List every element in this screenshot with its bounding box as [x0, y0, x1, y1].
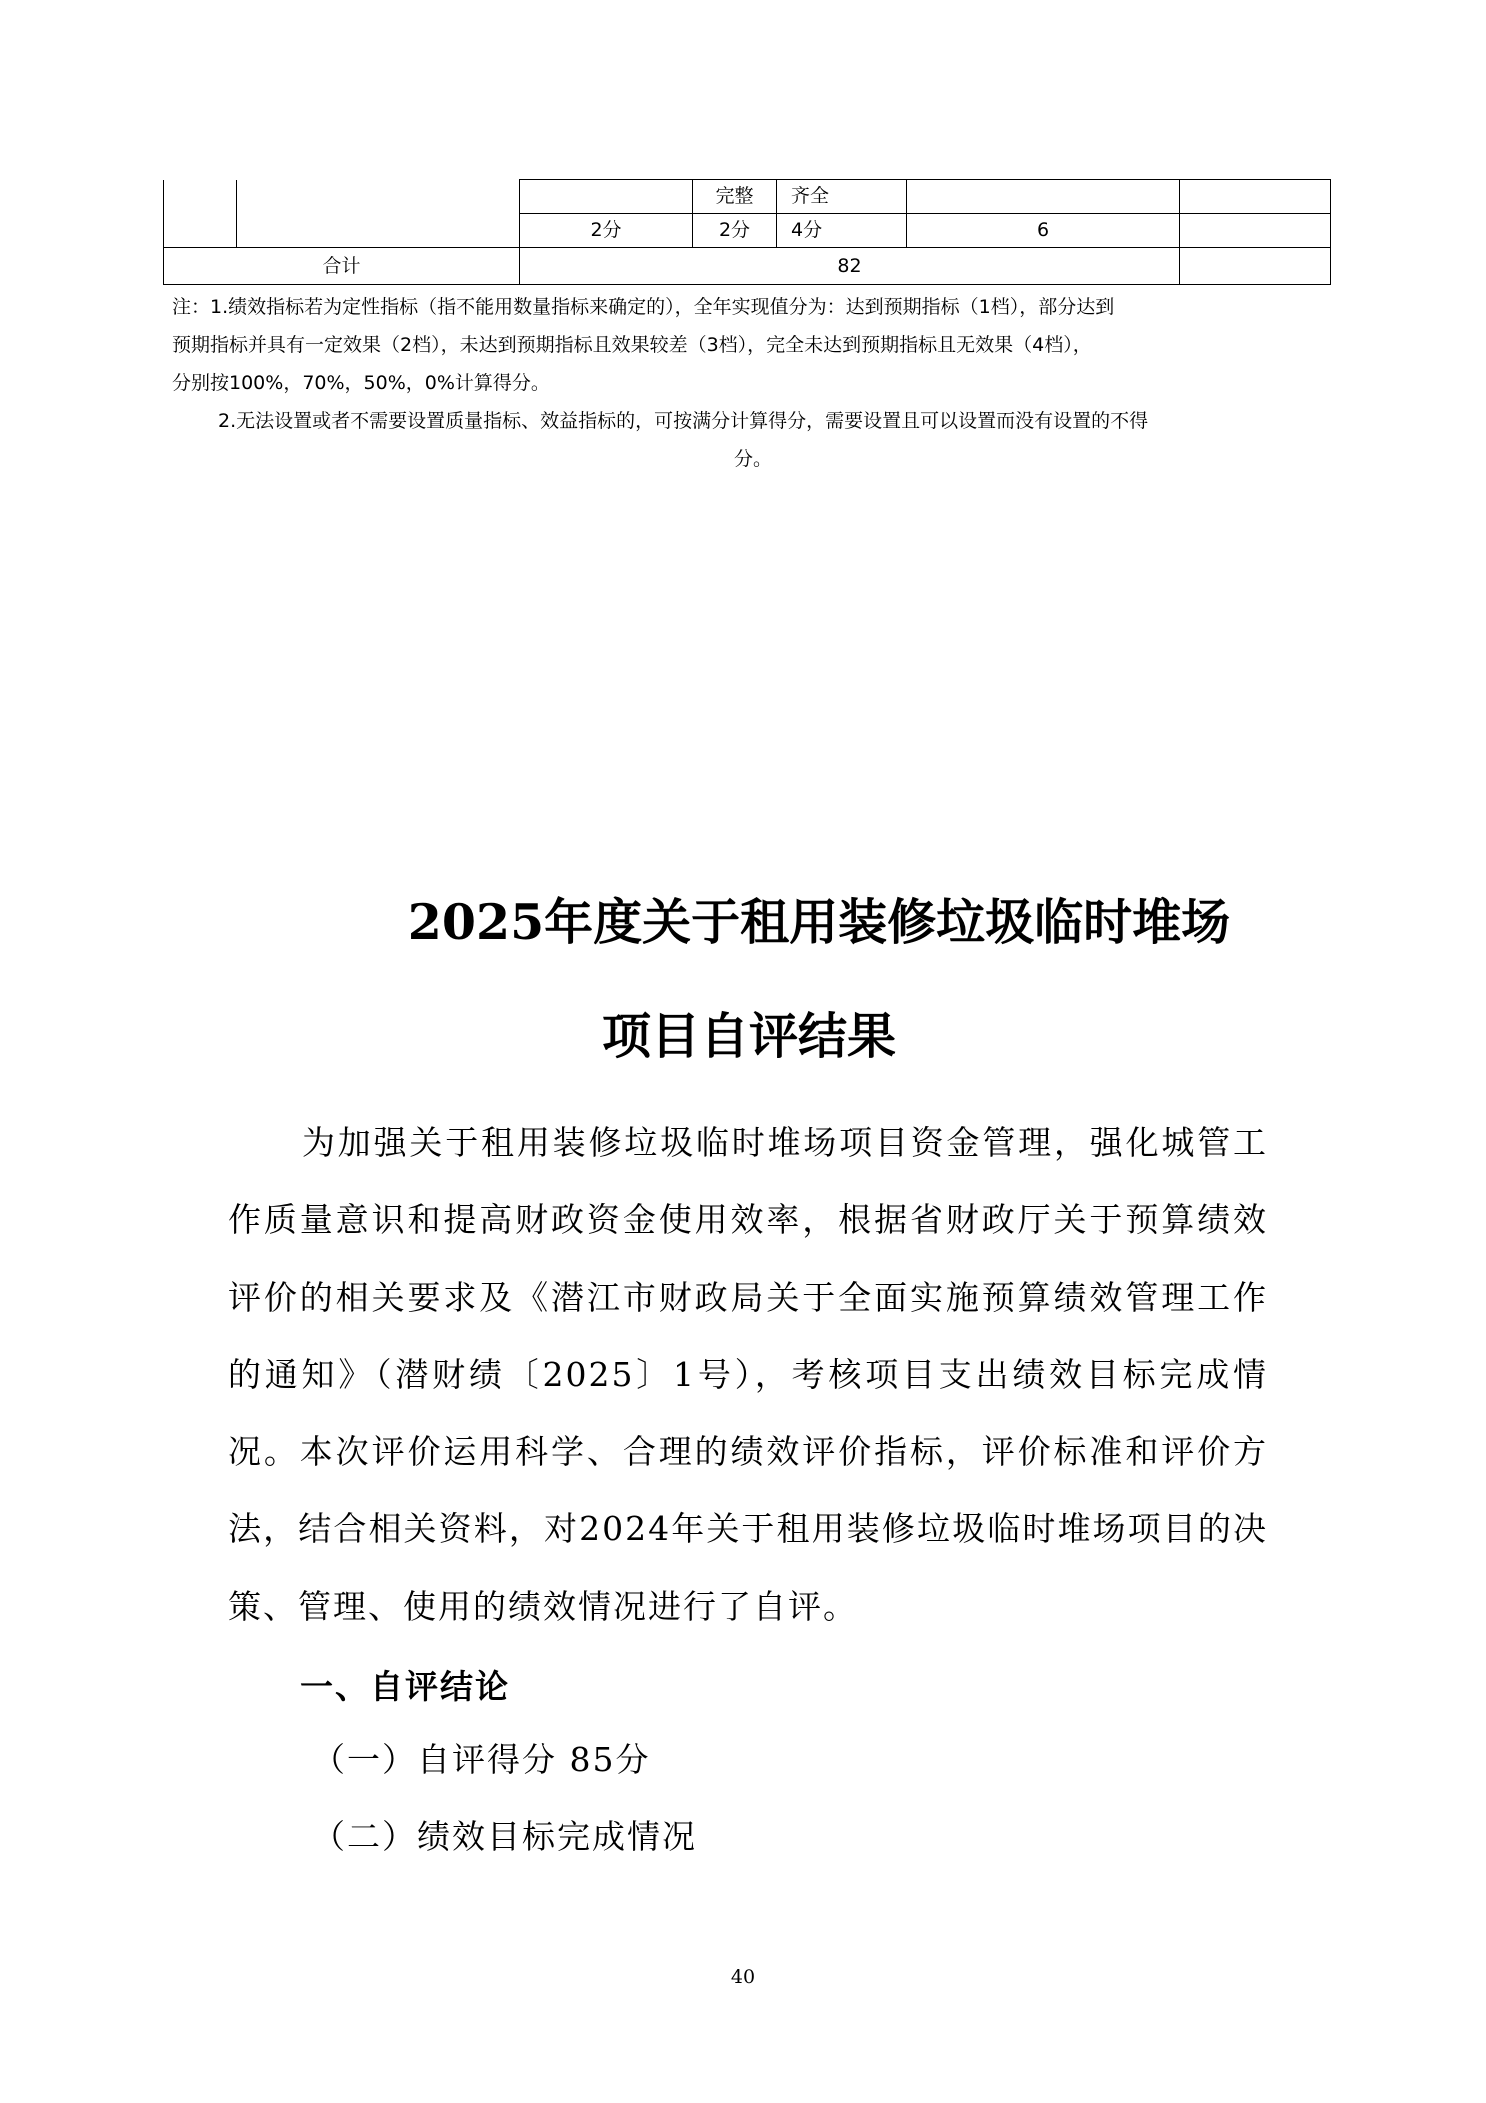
- subsection-heading-goals: （二）绩效目标完成情况: [312, 1817, 697, 1856]
- table-cell: 2分: [693, 214, 777, 248]
- subsection-heading-score: （一）自评得分 85分: [312, 1740, 651, 1779]
- page-title-line-1: 2025年度关于租用装修垃圾临时堆场: [407, 893, 1231, 951]
- page-title-line-2: 项目自评结果: [601, 1007, 896, 1065]
- table-cell: [1180, 180, 1331, 214]
- table-cell: 4分: [777, 214, 907, 248]
- table-cell: 齐全: [777, 180, 907, 214]
- table-cell: [1180, 214, 1331, 248]
- table-cell: [164, 214, 237, 248]
- table-cell: [520, 180, 693, 214]
- table-total-row: [164, 248, 1331, 285]
- note-line-2: 预期指标并具有一定效果（2档），未达到预期指标且效果较差（3档），完全未达到预期指标且无效果（4档），: [172, 334, 1092, 356]
- intro-paragraph: 为加强关于租用装修垃圾临时堆场项目资金管理，强化城管工作质量意识和提高财政资金使用效率，根据省财政厅关于预算绩效评价的相关要求及《潜江市财政局关于全面实施预算绩效管理工作的通知》（潜财绩〔2025〕1号），考核项目支出绩效目标完成情况。本次评价运用科学、合理的绩效评价指标，评价标准和评价方法，结合相关资料，对2024年关于租用装修垃圾临时堆场项目的决策、管理、使用的绩效情况进行了自评。: [228, 1123, 1268, 1626]
- table-cell: 2分: [520, 214, 693, 248]
- table-cell: [1180, 248, 1331, 285]
- table-cell: 完整: [693, 180, 777, 214]
- table-row: [164, 214, 1331, 248]
- table-cell: [237, 180, 520, 214]
- table-cell: [237, 214, 520, 248]
- table-cell: 6: [907, 214, 1180, 248]
- note-line-5: 分。: [733, 448, 772, 470]
- table-cell: [164, 180, 237, 214]
- table-row: [164, 180, 1331, 214]
- total-label: 合计: [164, 248, 520, 285]
- note-line-1: 注：1.绩效指标若为定性指标（指不能用数量指标来确定的），全年实现值分为：达到预期指标（1档），部分达到: [172, 296, 1115, 318]
- total-value: 82: [520, 248, 1180, 285]
- table-cell: [907, 180, 1180, 214]
- section-heading: 一、自评结论: [300, 1667, 510, 1706]
- note-line-3: 分别按100%，70%，50%，0%计算得分。: [172, 372, 550, 394]
- note-line-4: 2.无法设置或者不需要设置质量指标、效益指标的，可按满分计算得分，需要设置且可以设置而没有设置的不得: [218, 410, 1149, 432]
- page-number: 40: [730, 1966, 756, 1988]
- score-table: [163, 179, 1331, 285]
